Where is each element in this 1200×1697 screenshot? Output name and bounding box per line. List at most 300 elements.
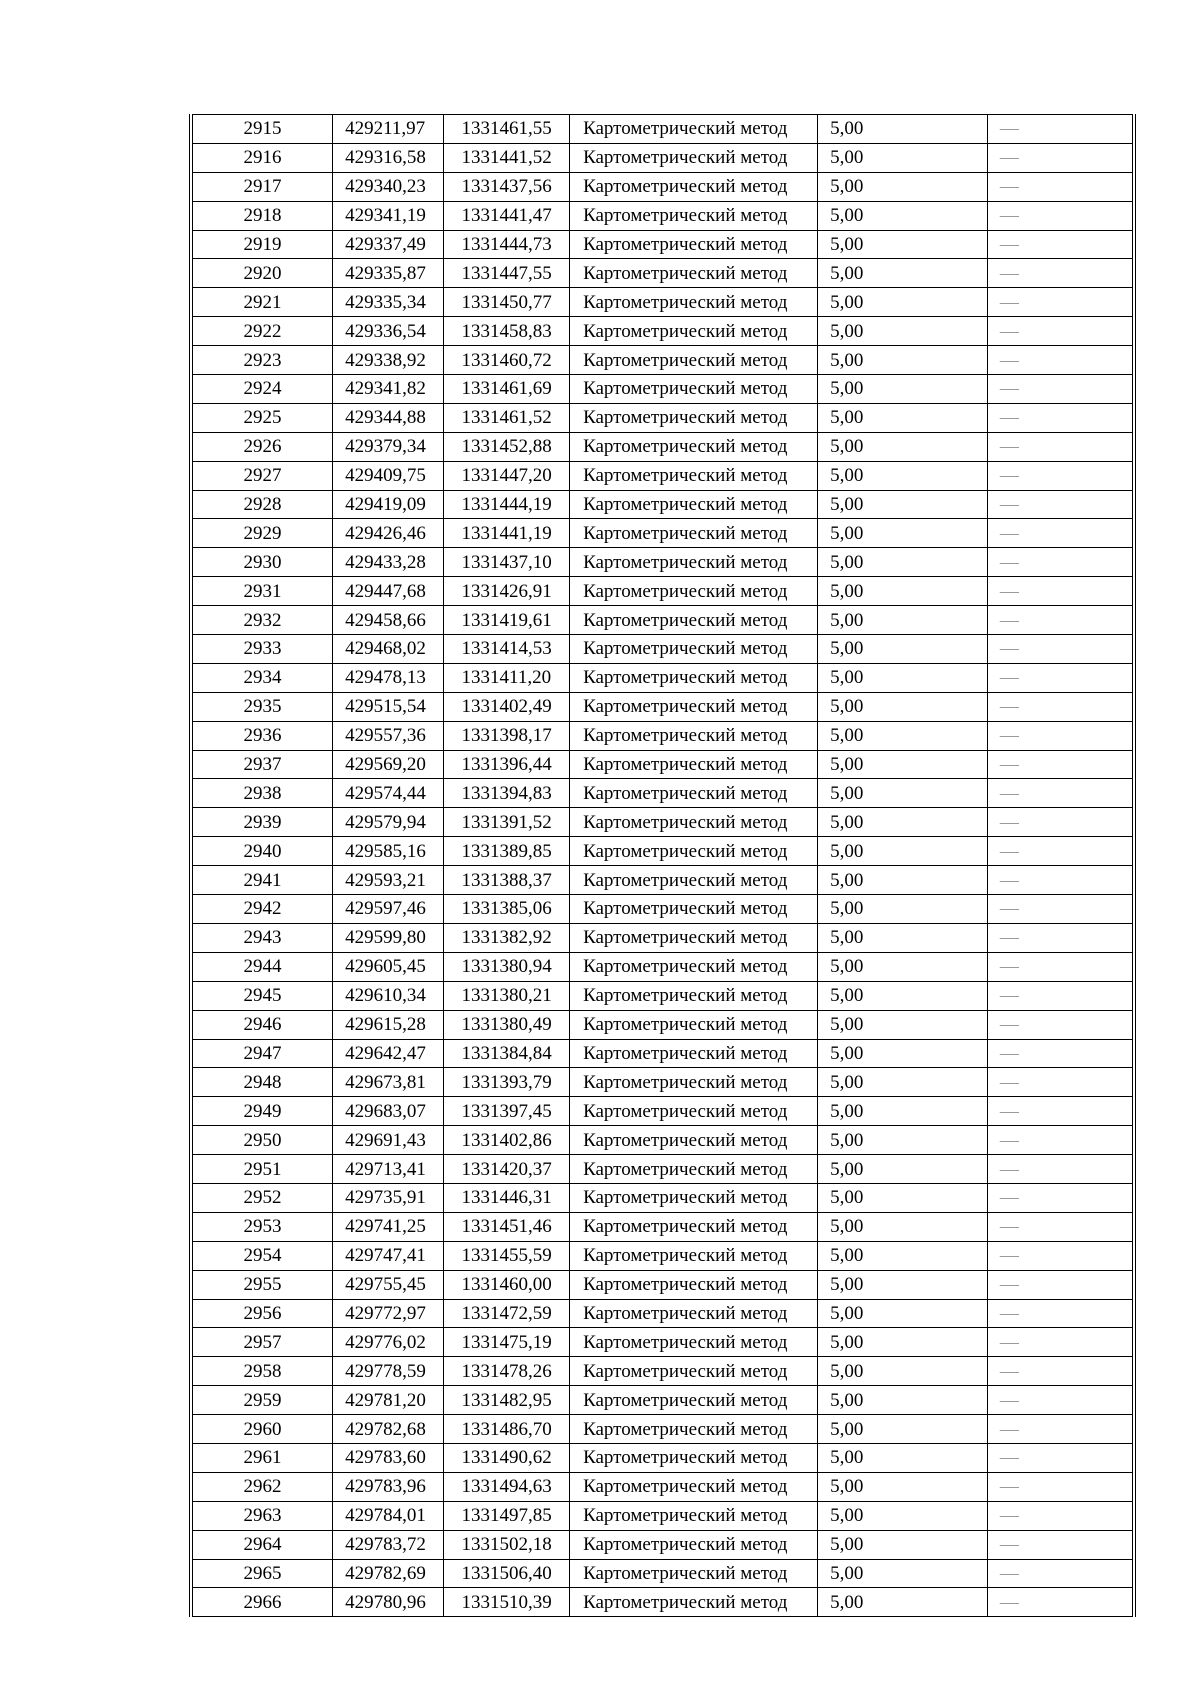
table-row	[191, 635, 1134, 664]
y-coordinate-cell: 1331490,62	[443, 1443, 570, 1472]
accuracy-cell: 5,00	[818, 1068, 988, 1097]
description-cell: —	[987, 635, 1134, 664]
x-coordinate-cell: 429615,28	[333, 1010, 443, 1039]
y-coordinate-cell: 1331397,45	[443, 1097, 570, 1126]
y-coordinate-cell: 1331393,79	[443, 1068, 570, 1097]
x-coordinate-cell: 429778,59	[333, 1357, 443, 1386]
description-cell: —	[987, 1357, 1134, 1386]
accuracy-cell: 5,00	[818, 1183, 988, 1212]
x-coordinate-cell: 429772,97	[333, 1299, 443, 1328]
description-cell: —	[987, 432, 1134, 461]
description-cell: —	[987, 548, 1134, 577]
method-cell: Картометрический метод	[570, 692, 818, 721]
accuracy-cell: 5,00	[818, 577, 988, 606]
table-row	[191, 1299, 1134, 1328]
method-cell: Картометрический метод	[570, 259, 818, 288]
method-cell: Картометрический метод	[570, 172, 818, 201]
table-row	[191, 1386, 1134, 1415]
x-coordinate-cell: 429344,88	[333, 403, 443, 432]
accuracy-cell: 5,00	[818, 663, 988, 692]
description-cell: —	[987, 143, 1134, 172]
accuracy-cell: 5,00	[818, 1212, 988, 1241]
accuracy-cell: 5,00	[818, 403, 988, 432]
point-number-cell: 2933	[191, 635, 333, 664]
x-coordinate-cell: 429593,21	[333, 866, 443, 895]
x-coordinate-cell: 429341,19	[333, 201, 443, 230]
method-cell: Картометрический метод	[570, 548, 818, 577]
y-coordinate-cell: 1331441,52	[443, 143, 570, 172]
accuracy-cell: 5,00	[818, 143, 988, 172]
y-coordinate-cell: 1331446,31	[443, 1183, 570, 1212]
y-coordinate-cell: 1331426,91	[443, 577, 570, 606]
accuracy-cell: 5,00	[818, 288, 988, 317]
point-number-cell: 2928	[191, 490, 333, 519]
point-number-cell: 2966	[191, 1588, 333, 1617]
table-row	[191, 1501, 1134, 1530]
y-coordinate-cell: 1331382,92	[443, 923, 570, 952]
table-row	[191, 317, 1134, 346]
accuracy-cell: 5,00	[818, 461, 988, 490]
point-number-cell: 2938	[191, 779, 333, 808]
x-coordinate-cell: 429673,81	[333, 1068, 443, 1097]
method-cell: Картометрический метод	[570, 1241, 818, 1270]
y-coordinate-cell: 1331497,85	[443, 1501, 570, 1530]
description-cell: —	[987, 1270, 1134, 1299]
point-number-cell: 2918	[191, 201, 333, 230]
accuracy-cell: 5,00	[818, 1501, 988, 1530]
x-coordinate-cell: 429783,60	[333, 1443, 443, 1472]
x-coordinate-cell: 429605,45	[333, 952, 443, 981]
table-row	[191, 1039, 1134, 1068]
method-cell: Картометрический метод	[570, 1443, 818, 1472]
method-cell: Картометрический метод	[570, 1183, 818, 1212]
x-coordinate-cell: 429335,34	[333, 288, 443, 317]
y-coordinate-cell: 1331380,49	[443, 1010, 570, 1039]
table-row	[191, 1270, 1134, 1299]
point-number-cell: 2924	[191, 375, 333, 404]
accuracy-cell: 5,00	[818, 923, 988, 952]
description-cell: —	[987, 663, 1134, 692]
method-cell: Картометрический метод	[570, 432, 818, 461]
description-cell: —	[987, 981, 1134, 1010]
accuracy-cell: 5,00	[818, 201, 988, 230]
method-cell: Картометрический метод	[570, 1415, 818, 1444]
y-coordinate-cell: 1331461,69	[443, 375, 570, 404]
method-cell: Картометрический метод	[570, 403, 818, 432]
x-coordinate-cell: 429426,46	[333, 519, 443, 548]
x-coordinate-cell: 429379,34	[333, 432, 443, 461]
x-coordinate-cell: 429515,54	[333, 692, 443, 721]
accuracy-cell: 5,00	[818, 230, 988, 259]
table-row	[191, 1357, 1134, 1386]
description-cell: —	[987, 259, 1134, 288]
table-row	[191, 1097, 1134, 1126]
description-cell: —	[987, 519, 1134, 548]
x-coordinate-cell: 429557,36	[333, 721, 443, 750]
accuracy-cell: 5,00	[818, 606, 988, 635]
description-cell: —	[987, 201, 1134, 230]
y-coordinate-cell: 1331486,70	[443, 1415, 570, 1444]
x-coordinate-cell: 429597,46	[333, 895, 443, 924]
point-number-cell: 2949	[191, 1097, 333, 1126]
method-cell: Картометрический метод	[570, 1155, 818, 1184]
point-number-cell: 2941	[191, 866, 333, 895]
x-coordinate-cell: 429642,47	[333, 1039, 443, 1068]
description-cell: —	[987, 230, 1134, 259]
point-number-cell: 2956	[191, 1299, 333, 1328]
accuracy-cell: 5,00	[818, 1328, 988, 1357]
x-coordinate-cell: 429783,72	[333, 1530, 443, 1559]
method-cell: Картометрический метод	[570, 115, 818, 144]
description-cell: —	[987, 1501, 1134, 1530]
table-row	[191, 1415, 1134, 1444]
method-cell: Картометрический метод	[570, 317, 818, 346]
point-number-cell: 2931	[191, 577, 333, 606]
description-cell: —	[987, 115, 1134, 144]
x-coordinate-cell: 429341,82	[333, 375, 443, 404]
accuracy-cell: 5,00	[818, 1530, 988, 1559]
x-coordinate-cell: 429211,97	[333, 115, 443, 144]
description-cell: —	[987, 1386, 1134, 1415]
point-number-cell: 2934	[191, 663, 333, 692]
x-coordinate-cell: 429784,01	[333, 1501, 443, 1530]
point-number-cell: 2942	[191, 895, 333, 924]
description-cell: —	[987, 288, 1134, 317]
description-cell: —	[987, 923, 1134, 952]
x-coordinate-cell: 429569,20	[333, 750, 443, 779]
y-coordinate-cell: 1331441,19	[443, 519, 570, 548]
description-cell: —	[987, 721, 1134, 750]
table-row	[191, 577, 1134, 606]
method-cell: Картометрический метод	[570, 1068, 818, 1097]
accuracy-cell: 5,00	[818, 1126, 988, 1155]
point-number-cell: 2919	[191, 230, 333, 259]
point-number-cell: 2952	[191, 1183, 333, 1212]
point-number-cell: 2936	[191, 721, 333, 750]
point-number-cell: 2951	[191, 1155, 333, 1184]
point-number-cell: 2939	[191, 808, 333, 837]
description-cell: —	[987, 346, 1134, 375]
method-cell: Картометрический метод	[570, 375, 818, 404]
accuracy-cell: 5,00	[818, 548, 988, 577]
point-number-cell: 2950	[191, 1126, 333, 1155]
point-number-cell: 2962	[191, 1472, 333, 1501]
description-cell: —	[987, 317, 1134, 346]
table-row	[191, 1183, 1134, 1212]
y-coordinate-cell: 1331398,17	[443, 721, 570, 750]
x-coordinate-cell: 429335,87	[333, 259, 443, 288]
y-coordinate-cell: 1331419,61	[443, 606, 570, 635]
y-coordinate-cell: 1331451,46	[443, 1212, 570, 1241]
table-row	[191, 1559, 1134, 1588]
y-coordinate-cell: 1331444,19	[443, 490, 570, 519]
point-number-cell: 2954	[191, 1241, 333, 1270]
y-coordinate-cell: 1331437,10	[443, 548, 570, 577]
table-row	[191, 1328, 1134, 1357]
accuracy-cell: 5,00	[818, 981, 988, 1010]
y-coordinate-cell: 1331396,44	[443, 750, 570, 779]
method-cell: Картометрический метод	[570, 1357, 818, 1386]
table-row	[191, 172, 1134, 201]
description-cell: —	[987, 172, 1134, 201]
table-row	[191, 201, 1134, 230]
point-number-cell: 2937	[191, 750, 333, 779]
description-cell: —	[987, 1328, 1134, 1357]
x-coordinate-cell: 429747,41	[333, 1241, 443, 1270]
accuracy-cell: 5,00	[818, 375, 988, 404]
x-coordinate-cell: 429783,96	[333, 1472, 443, 1501]
y-coordinate-cell: 1331389,85	[443, 837, 570, 866]
description-cell: —	[987, 895, 1134, 924]
description-cell: —	[987, 1126, 1134, 1155]
description-cell: —	[987, 1588, 1134, 1617]
x-coordinate-cell: 429478,13	[333, 663, 443, 692]
table-row	[191, 750, 1134, 779]
accuracy-cell: 5,00	[818, 1241, 988, 1270]
accuracy-cell: 5,00	[818, 317, 988, 346]
table-row	[191, 1155, 1134, 1184]
accuracy-cell: 5,00	[818, 1270, 988, 1299]
table-row	[191, 1472, 1134, 1501]
point-number-cell: 2922	[191, 317, 333, 346]
accuracy-cell: 5,00	[818, 1039, 988, 1068]
x-coordinate-cell: 429755,45	[333, 1270, 443, 1299]
x-coordinate-cell: 429574,44	[333, 779, 443, 808]
point-number-cell: 2917	[191, 172, 333, 201]
y-coordinate-cell: 1331506,40	[443, 1559, 570, 1588]
accuracy-cell: 5,00	[818, 172, 988, 201]
table-row	[191, 230, 1134, 259]
accuracy-cell: 5,00	[818, 1443, 988, 1472]
description-cell: —	[987, 808, 1134, 837]
description-cell: —	[987, 1183, 1134, 1212]
method-cell: Картометрический метод	[570, 1328, 818, 1357]
accuracy-cell: 5,00	[818, 692, 988, 721]
method-cell: Картометрический метод	[570, 230, 818, 259]
table-row	[191, 375, 1134, 404]
description-cell: —	[987, 750, 1134, 779]
table-row	[191, 403, 1134, 432]
x-coordinate-cell: 429458,66	[333, 606, 443, 635]
y-coordinate-cell: 1331502,18	[443, 1530, 570, 1559]
table-row	[191, 1068, 1134, 1097]
accuracy-cell: 5,00	[818, 837, 988, 866]
point-number-cell: 2946	[191, 1010, 333, 1039]
table-row	[191, 923, 1134, 952]
point-number-cell: 2945	[191, 981, 333, 1010]
description-cell: —	[987, 1559, 1134, 1588]
x-coordinate-cell: 429683,07	[333, 1097, 443, 1126]
y-coordinate-cell: 1331510,39	[443, 1588, 570, 1617]
coordinates-table-body	[191, 115, 1134, 1617]
method-cell: Картометрический метод	[570, 1588, 818, 1617]
point-number-cell: 2935	[191, 692, 333, 721]
description-cell: —	[987, 1155, 1134, 1184]
accuracy-cell: 5,00	[818, 1472, 988, 1501]
x-coordinate-cell: 429337,49	[333, 230, 443, 259]
method-cell: Картометрический метод	[570, 866, 818, 895]
table-row	[191, 1212, 1134, 1241]
point-number-cell: 2930	[191, 548, 333, 577]
y-coordinate-cell: 1331437,56	[443, 172, 570, 201]
y-coordinate-cell: 1331447,55	[443, 259, 570, 288]
y-coordinate-cell: 1331380,94	[443, 952, 570, 981]
point-number-cell: 2953	[191, 1212, 333, 1241]
description-cell: —	[987, 606, 1134, 635]
description-cell: —	[987, 952, 1134, 981]
point-number-cell: 2929	[191, 519, 333, 548]
method-cell: Картометрический метод	[570, 837, 818, 866]
table-row	[191, 346, 1134, 375]
accuracy-cell: 5,00	[818, 115, 988, 144]
table-row	[191, 1443, 1134, 1472]
y-coordinate-cell: 1331460,00	[443, 1270, 570, 1299]
description-cell: —	[987, 1415, 1134, 1444]
method-cell: Картометрический метод	[570, 201, 818, 230]
accuracy-cell: 5,00	[818, 259, 988, 288]
method-cell: Картометрический метод	[570, 1501, 818, 1530]
table-row	[191, 1588, 1134, 1617]
y-coordinate-cell: 1331458,83	[443, 317, 570, 346]
point-number-cell: 2943	[191, 923, 333, 952]
accuracy-cell: 5,00	[818, 1155, 988, 1184]
accuracy-cell: 5,00	[818, 1588, 988, 1617]
point-number-cell: 2965	[191, 1559, 333, 1588]
point-number-cell: 2940	[191, 837, 333, 866]
description-cell: —	[987, 1212, 1134, 1241]
x-coordinate-cell: 429599,80	[333, 923, 443, 952]
accuracy-cell: 5,00	[818, 779, 988, 808]
point-number-cell: 2925	[191, 403, 333, 432]
point-number-cell: 2948	[191, 1068, 333, 1097]
accuracy-cell: 5,00	[818, 1559, 988, 1588]
method-cell: Картометрический метод	[570, 288, 818, 317]
x-coordinate-cell: 429780,96	[333, 1588, 443, 1617]
point-number-cell: 2957	[191, 1328, 333, 1357]
description-cell: —	[987, 1010, 1134, 1039]
point-number-cell: 2961	[191, 1443, 333, 1472]
y-coordinate-cell: 1331494,63	[443, 1472, 570, 1501]
method-cell: Картометрический метод	[570, 577, 818, 606]
y-coordinate-cell: 1331385,06	[443, 895, 570, 924]
point-number-cell: 2923	[191, 346, 333, 375]
table-row	[191, 895, 1134, 924]
table-row	[191, 808, 1134, 837]
x-coordinate-cell: 429433,28	[333, 548, 443, 577]
table-row	[191, 461, 1134, 490]
point-number-cell: 2964	[191, 1530, 333, 1559]
x-coordinate-cell: 429419,09	[333, 490, 443, 519]
table-row	[191, 721, 1134, 750]
method-cell: Картометрический метод	[570, 779, 818, 808]
y-coordinate-cell: 1331441,47	[443, 201, 570, 230]
point-number-cell: 2916	[191, 143, 333, 172]
description-cell: —	[987, 866, 1134, 895]
description-cell: —	[987, 1530, 1134, 1559]
table-row	[191, 519, 1134, 548]
x-coordinate-cell: 429447,68	[333, 577, 443, 606]
table-row	[191, 1126, 1134, 1155]
x-coordinate-cell: 429409,75	[333, 461, 443, 490]
table-row	[191, 432, 1134, 461]
method-cell: Картометрический метод	[570, 750, 818, 779]
accuracy-cell: 5,00	[818, 346, 988, 375]
accuracy-cell: 5,00	[818, 808, 988, 837]
y-coordinate-cell: 1331461,52	[443, 403, 570, 432]
y-coordinate-cell: 1331402,49	[443, 692, 570, 721]
y-coordinate-cell: 1331420,37	[443, 1155, 570, 1184]
description-cell: —	[987, 1472, 1134, 1501]
method-cell: Картометрический метод	[570, 1386, 818, 1415]
point-number-cell: 2944	[191, 952, 333, 981]
x-coordinate-cell: 429610,34	[333, 981, 443, 1010]
y-coordinate-cell: 1331447,20	[443, 461, 570, 490]
point-number-cell: 2959	[191, 1386, 333, 1415]
method-cell: Картометрический метод	[570, 1270, 818, 1299]
table-row	[191, 548, 1134, 577]
method-cell: Картометрический метод	[570, 346, 818, 375]
point-number-cell: 2921	[191, 288, 333, 317]
table-row	[191, 606, 1134, 635]
y-coordinate-cell: 1331472,59	[443, 1299, 570, 1328]
point-number-cell: 2960	[191, 1415, 333, 1444]
description-cell: —	[987, 1241, 1134, 1270]
point-number-cell: 2955	[191, 1270, 333, 1299]
table-row	[191, 692, 1134, 721]
table-row	[191, 1241, 1134, 1270]
table-row	[191, 663, 1134, 692]
method-cell: Картометрический метод	[570, 895, 818, 924]
accuracy-cell: 5,00	[818, 1357, 988, 1386]
method-cell: Картометрический метод	[570, 721, 818, 750]
x-coordinate-cell: 429735,91	[333, 1183, 443, 1212]
table-row	[191, 115, 1134, 144]
method-cell: Картометрический метод	[570, 143, 818, 172]
table-row	[191, 866, 1134, 895]
accuracy-cell: 5,00	[818, 895, 988, 924]
method-cell: Картометрический метод	[570, 981, 818, 1010]
x-coordinate-cell: 429338,92	[333, 346, 443, 375]
accuracy-cell: 5,00	[818, 750, 988, 779]
accuracy-cell: 5,00	[818, 1386, 988, 1415]
point-number-cell: 2926	[191, 432, 333, 461]
point-number-cell: 2963	[191, 1501, 333, 1530]
method-cell: Картометрический метод	[570, 663, 818, 692]
y-coordinate-cell: 1331455,59	[443, 1241, 570, 1270]
table-row	[191, 981, 1134, 1010]
y-coordinate-cell: 1331384,84	[443, 1039, 570, 1068]
method-cell: Картометрический метод	[570, 1299, 818, 1328]
description-cell: —	[987, 490, 1134, 519]
point-number-cell: 2927	[191, 461, 333, 490]
y-coordinate-cell: 1331414,53	[443, 635, 570, 664]
method-cell: Картометрический метод	[570, 461, 818, 490]
description-cell: —	[987, 1068, 1134, 1097]
table-row	[191, 143, 1134, 172]
table-row	[191, 259, 1134, 288]
table-row	[191, 288, 1134, 317]
x-coordinate-cell: 429781,20	[333, 1386, 443, 1415]
method-cell: Картометрический метод	[570, 1530, 818, 1559]
accuracy-cell: 5,00	[818, 721, 988, 750]
x-coordinate-cell: 429336,54	[333, 317, 443, 346]
accuracy-cell: 5,00	[818, 1010, 988, 1039]
point-number-cell: 2958	[191, 1357, 333, 1386]
description-cell: —	[987, 1039, 1134, 1068]
x-coordinate-cell: 429340,23	[333, 172, 443, 201]
method-cell: Картометрический метод	[570, 952, 818, 981]
coordinates-table	[189, 114, 1136, 1617]
